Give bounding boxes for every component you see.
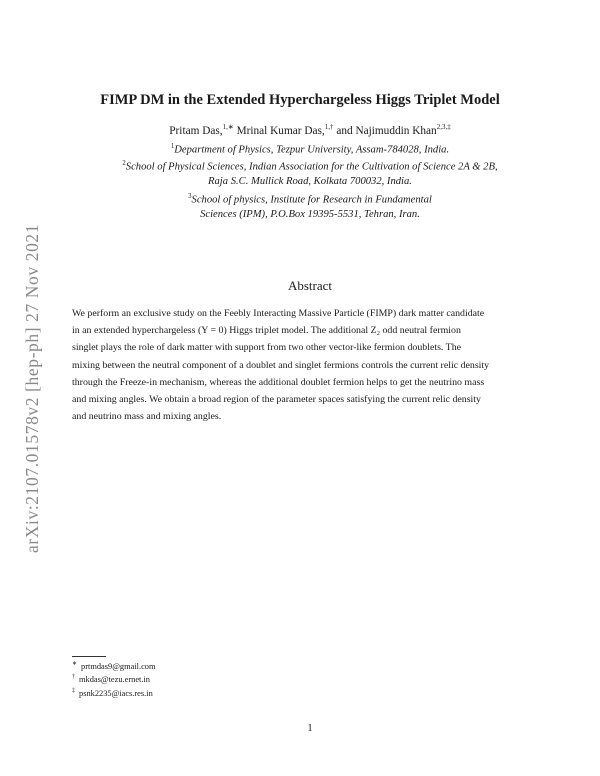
abstract-line: and mixing angles. We obtain a broad region of the parameter spaces satisfying the current relic density — [72, 394, 481, 406]
abstract-line: singlet plays the role of dark matter with support from two other vector-like fermion doublets. The — [72, 342, 462, 354]
author-name: Pritam Das, — [169, 124, 223, 137]
footnote-mark: † — [72, 674, 75, 680]
affiliation-line: School of physics, Institute for Research in Fundamental — [191, 194, 432, 206]
abstract-line: in an extended hyperchargeless (Y = 0) Higgs triplet model. The additional Z₂ odd neutral fermion — [72, 325, 461, 337]
affiliation-3-cont — [0, 209, 600, 220]
author-name: and Najimuddin Khan — [336, 124, 437, 137]
page-number: 1 — [307, 723, 313, 734]
abstract-heading: Abstract — [287, 278, 333, 293]
abstract-line: mixing between the neutral component of a doublet and singlet fermions controls the current relic density — [72, 359, 490, 371]
author-name: Mrinal Kumar Das, — [236, 124, 325, 137]
abstract-line: We perform an exclusive study on the Feebly Interacting Massive Particle (FIMP) dark matter candidate — [72, 308, 485, 319]
footnote-2 — [72, 674, 150, 684]
footnote-email[interactable]: prtmdas9@gmail.com — [81, 661, 156, 671]
paper-title: FIMP DM in the Extended Hyperchargeless Higgs Triplet Model — [100, 92, 500, 108]
footnote-rule — [72, 656, 106, 657]
abstract-line: and neutrino mass and mixing angles. — [72, 411, 222, 423]
affiliation-2-cont — [0, 176, 600, 187]
affiliation-1 — [0, 143, 600, 156]
footnote-mark: ∗ — [72, 661, 78, 667]
affiliation-line: Sciences (IPM), P.O.Box 19395-5531, Tehran, Iran. — [200, 209, 420, 220]
footnote-mark: ‡ — [72, 688, 75, 694]
affiliation-line: Raja S.C. Mullick Road, Kolkata 700032, India. — [208, 176, 412, 187]
footnote-3 — [72, 688, 153, 698]
arxiv-identifier-stamp — [8, 205, 58, 555]
author-marks: 2,3,‡ — [436, 123, 451, 131]
footnote-email[interactable]: psnk2235@iacs.res.in — [79, 688, 153, 698]
abstract-body — [72, 305, 536, 425]
affiliation-3 — [0, 193, 600, 206]
affiliation-mark: 2 — [122, 160, 126, 167]
author-marks: 1,† — [324, 123, 334, 131]
footnote-email[interactable]: mkdas@tezu.ernet.in — [79, 674, 150, 684]
author-list — [0, 123, 600, 137]
author-marks: 1,∗ — [222, 123, 234, 131]
affiliation-mark: 3 — [188, 193, 192, 200]
abstract-line: through the Freeze-in mechanism, whereas the additional doublet fermion helps to get the neutrino mass — [72, 376, 485, 388]
affiliation-line: Department of Physics, Tezpur University, Assam-784028, India. — [174, 144, 450, 156]
affiliation-line: School of Physical Sciences, Indian Association for the Cultivation of Science 2A & 2B, — [125, 161, 498, 173]
affiliation-mark: 1 — [170, 143, 175, 150]
footnote-1 — [72, 660, 156, 671]
arxiv-stamp-text: arXiv:2107.01578v2 [hep-ph] 27 Nov 2021 — [22, 223, 42, 553]
affiliation-2 — [0, 160, 600, 173]
